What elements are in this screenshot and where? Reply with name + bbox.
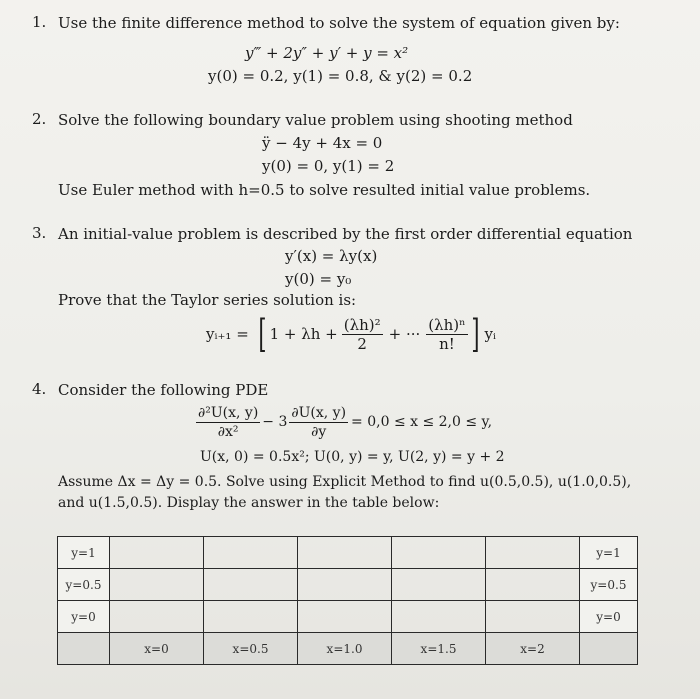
q4-assume-text: Assume Δx = Δy = 0.5. Solve using Explicit Method to find u(0.5,0.5), u(1.0,0.5), <box>58 474 632 490</box>
q2-number: 2. <box>32 110 47 128</box>
series-dots: + ··· <box>388 325 421 343</box>
row-label-right: y=0 <box>580 601 638 633</box>
row-label-right: y=1 <box>580 537 638 569</box>
col-label: x=0.5 <box>204 633 298 665</box>
q4-display-text: and u(1.5,0.5). Display the answer in the table below: <box>58 495 440 511</box>
table-cell[interactable] <box>392 537 486 569</box>
pde-frac2-numerator: ∂U(x, y) <box>291 404 347 421</box>
pde-frac2-denominator: ∂y <box>311 423 327 440</box>
q1-equation: y‴ + 2y″ + y′ + y = x² <box>245 44 409 62</box>
series-lhs: yᵢ₊₁ = <box>206 325 249 343</box>
pde-rhs: = 0,0 ≤ x ≤ 2,0 ≤ y, <box>351 414 493 430</box>
q3-text: An initial-value problem is described by the first order differential equation <box>58 225 633 243</box>
frac2-denominator: n! <box>439 334 455 353</box>
table-cell[interactable] <box>110 601 204 633</box>
pde-boundary-conditions: U(x, 0) = 0.5x²; U(0, y) = y, U(2, y) = y + 2 <box>200 449 505 465</box>
table-row <box>58 537 638 569</box>
table-cell[interactable] <box>110 569 204 601</box>
q3-equation: y′(x) = λy(x) <box>285 247 378 265</box>
row-label-right: y=0.5 <box>580 569 638 601</box>
q4-text: Consider the following PDE <box>58 381 269 399</box>
series-fraction-2 <box>426 316 467 353</box>
pde-equation <box>196 400 492 444</box>
frac1-denominator: 2 <box>357 334 367 353</box>
pde-fraction-1 <box>196 404 260 441</box>
table-row <box>58 569 638 601</box>
corner-cell <box>580 633 638 665</box>
table-cell[interactable] <box>486 601 580 633</box>
pde-frac1-numerator: ∂²U(x, y) <box>198 404 259 421</box>
frac2-numerator: (λh)ⁿ <box>428 315 466 334</box>
taylor-series-formula <box>206 311 496 357</box>
col-label: x=1.0 <box>298 633 392 665</box>
left-bracket: [ <box>258 312 267 356</box>
table-cell[interactable] <box>204 569 298 601</box>
q1-number: 1. <box>32 13 47 31</box>
col-label: x=1.5 <box>392 633 486 665</box>
series-fraction-1 <box>342 316 383 353</box>
q3-prove-text: Prove that the Taylor series solution is: <box>58 291 357 309</box>
series-rhs: yᵢ <box>484 325 496 343</box>
table-cell[interactable] <box>298 569 392 601</box>
q1-text: Use the finite difference method to solve the system of equation given by: <box>58 14 620 32</box>
q2-conditions: y(0) = 0, y(1) = 2 <box>262 157 395 175</box>
pde-frac1-denominator: ∂x² <box>217 423 239 440</box>
row-label-left: y=1 <box>58 537 110 569</box>
table-cell[interactable] <box>486 569 580 601</box>
q4-number: 4. <box>32 380 47 398</box>
table-row <box>58 601 638 633</box>
q2-euler-text: Use Euler method with h=0.5 to solve resulted initial value problems. <box>58 181 591 199</box>
col-label: x=2 <box>486 633 580 665</box>
series-first-terms: 1 + λh + <box>269 325 338 343</box>
table-cell[interactable] <box>392 601 486 633</box>
q2-text: Solve the following boundary value problem using shooting method <box>58 111 573 129</box>
table-cell[interactable] <box>110 537 204 569</box>
table-cell[interactable] <box>204 537 298 569</box>
pde-fraction-2 <box>289 404 348 441</box>
row-label-left: y=0 <box>58 601 110 633</box>
frac1-numerator: (λh)² <box>343 315 381 334</box>
table-cell[interactable] <box>298 601 392 633</box>
right-bracket: ] <box>470 312 480 356</box>
q3-initial-condition: y(0) = y₀ <box>285 270 352 288</box>
table-row <box>58 633 638 665</box>
q3-number: 3. <box>32 224 47 242</box>
col-label: x=0 <box>110 633 204 665</box>
table-cell[interactable] <box>298 537 392 569</box>
q2-equation: ÿ − 4y + 4x = 0 <box>262 134 383 152</box>
table-cell[interactable] <box>392 569 486 601</box>
pde-minus-three: − 3 <box>262 414 288 430</box>
corner-cell <box>58 633 110 665</box>
table-cell[interactable] <box>486 537 580 569</box>
answer-table <box>57 536 638 665</box>
q1-conditions: y(0) = 0.2, y(1) = 0.8, & y(2) = 0.2 <box>208 67 473 85</box>
table-cell[interactable] <box>204 601 298 633</box>
row-label-left: y=0.5 <box>58 569 110 601</box>
